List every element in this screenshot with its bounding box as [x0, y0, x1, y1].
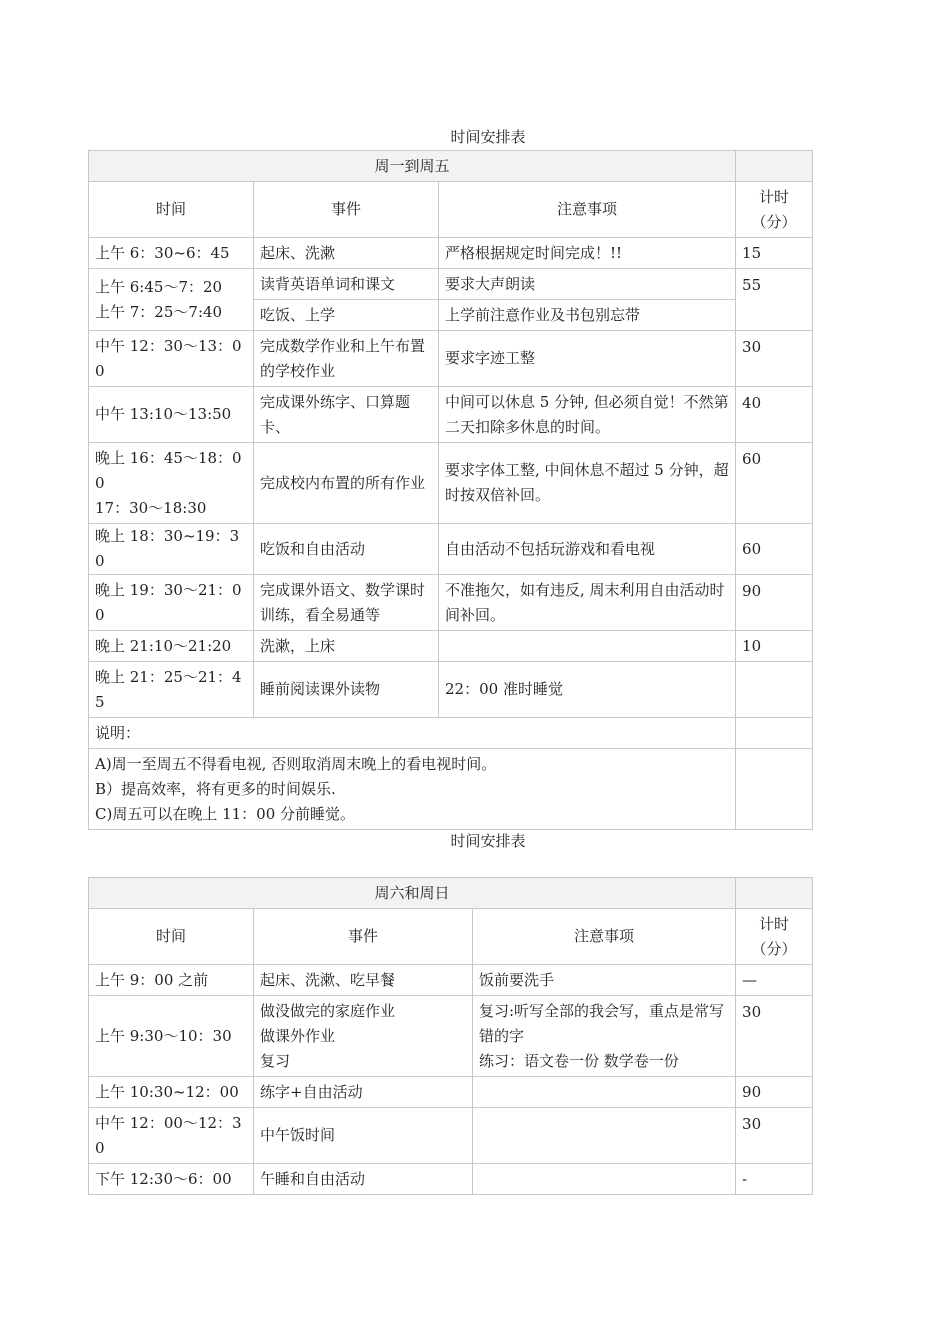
cell-note: 严格根据规定时间完成！!! [439, 238, 736, 269]
cell-time: 上午 9：00 之前 [89, 965, 254, 996]
cell-event-line: 复习 [260, 1051, 291, 1070]
table-row [89, 331, 813, 387]
cell-minutes: 40 [736, 387, 813, 443]
notes-list [89, 749, 736, 830]
column-header-minutes [736, 182, 813, 238]
cell-event: 午睡和自由活动 [254, 1164, 473, 1195]
table-header-weekdays: 周一到周五 [89, 151, 736, 182]
cell-event: 起床、洗漱 [254, 238, 439, 269]
notes-list-blank [736, 749, 813, 830]
cell-time-line: 上午 7：25～7:40 [95, 302, 223, 321]
cell-minutes: 30 [736, 996, 813, 1077]
note-item: A)周一至周五不得看电视, 否则取消周末晚上的看电视时间。 [95, 754, 497, 773]
column-header-minutes-label: 计时 [759, 914, 790, 933]
column-header-note: 注意事项 [473, 909, 736, 965]
table-header-blank [736, 878, 813, 909]
column-header-minutes-label: 计时 [759, 187, 790, 206]
table-row [89, 238, 813, 269]
cell-event: 吃饭和自由活动 [254, 524, 439, 575]
cell-time: 中午 13:10～13:50 [89, 387, 254, 443]
table-row [89, 718, 813, 749]
cell-minutes [736, 662, 813, 718]
note-item: C)周五可以在晚上 11：00 分前睡觉。 [95, 804, 356, 823]
cell-time: 晚上 21：25～21：45 [89, 662, 254, 718]
cell-time: 上午 6：30~6：45 [89, 238, 254, 269]
column-header-time: 时间 [89, 182, 254, 238]
cell-event: 洗漱，上床 [254, 631, 439, 662]
table-row [89, 575, 813, 631]
cell-time: 晚上 19：30～21：00 [89, 575, 254, 631]
table-header-weekend: 周六和周日 [89, 878, 736, 909]
cell-event: 吃饭、上学 [254, 300, 439, 331]
cell-event: 睡前阅读课外读物 [254, 662, 439, 718]
cell-minutes: 55 [736, 269, 813, 331]
cell-event: 完成课外语文、数学课时训练，看全易通等 [254, 575, 439, 631]
notes-label: 说明： [89, 718, 736, 749]
cell-minutes: 60 [736, 443, 813, 524]
column-header-event: 事件 [254, 182, 439, 238]
cell-note [473, 1108, 736, 1164]
column-header-minutes-unit: （分） [751, 212, 797, 231]
cell-note: 要求字体工整, 中间休息不超过 5 分钟，超时按双倍补回。 [439, 443, 736, 524]
cell-event: 起床、洗漱、吃早餐 [254, 965, 473, 996]
table-row [89, 662, 813, 718]
cell-note: 22：00 准时睡觉 [439, 662, 736, 718]
cell-note: 不准拖欠，如有违反, 周末利用自由活动时间补回。 [439, 575, 736, 631]
cell-time: 下午 12:30～6：00 [89, 1164, 254, 1195]
table-row [89, 443, 813, 524]
cell-note-line: 练习：语文卷一份 数学卷一份 [479, 1051, 679, 1070]
note-item: B）提高效率，将有更多的时间娱乐. [95, 779, 336, 798]
cell-time-line: 上午 6:45～7：20 [95, 277, 223, 296]
table2-title: 时间安排表 [450, 832, 526, 850]
cell-event-line: 做没做完的家庭作业 [260, 1001, 396, 1020]
column-header-note: 注意事项 [439, 182, 736, 238]
column-header-minutes [736, 909, 813, 965]
cell-time: 上午 10:30~12：00 [89, 1077, 254, 1108]
cell-minutes: 10 [736, 631, 813, 662]
schedule-table-weekend [88, 877, 813, 1195]
column-header-time: 时间 [89, 909, 254, 965]
column-header-minutes-unit: （分） [751, 939, 797, 958]
cell-time: 上午 9:30～10：30 [89, 996, 254, 1077]
cell-note-line: 复习:听写全部的我会写，重点是常写错的字 [479, 1001, 725, 1045]
cell-minutes: 90 [736, 575, 813, 631]
cell-time: 中午 12：30～13：00 [89, 331, 254, 387]
cell-minutes: 90 [736, 1077, 813, 1108]
cell-minutes: 30 [736, 1108, 813, 1164]
table-row [89, 1164, 813, 1195]
table-row [89, 387, 813, 443]
cell-note: 饭前要洗手 [473, 965, 736, 996]
table-row [89, 965, 813, 996]
cell-event: 完成课外练字、口算题卡、 [254, 387, 439, 443]
table-row [89, 524, 813, 575]
schedule-table-weekdays [88, 150, 813, 830]
cell-time: 中午 12：00～12：30 [89, 1108, 254, 1164]
cell-time: 晚上 21:10～21:20 [89, 631, 254, 662]
table-row [89, 631, 813, 662]
cell-note [473, 996, 736, 1077]
notes-label-blank [736, 718, 813, 749]
cell-note: 要求字迹工整 [439, 331, 736, 387]
cell-minutes: 15 [736, 238, 813, 269]
table-row [89, 749, 813, 830]
table1-title: 时间安排表 [450, 128, 526, 146]
table-row [89, 269, 813, 300]
cell-minutes: — [736, 965, 813, 996]
cell-event: 练字+自由活动 [254, 1077, 473, 1108]
cell-event: 完成校内布置的所有作业 [254, 443, 439, 524]
cell-note: 中间可以休息 5 分钟, 但必须自觉！不然第二天扣除多休息的时间。 [439, 387, 736, 443]
cell-note [473, 1077, 736, 1108]
cell-note [473, 1164, 736, 1195]
cell-time [89, 443, 254, 524]
cell-time: 晚上 18：30~19：30 [89, 524, 254, 575]
cell-time [89, 269, 254, 331]
table-row [89, 1108, 813, 1164]
cell-event-line: 做课外作业 [260, 1026, 336, 1045]
cell-time-line: 晚上 16：45～18：00 [95, 448, 242, 492]
cell-note: 上学前注意作业及书包别忘带 [439, 300, 736, 331]
table-row [89, 996, 813, 1077]
cell-minutes: 60 [736, 524, 813, 575]
table-header-blank [736, 151, 813, 182]
table-row [89, 1077, 813, 1108]
cell-note: 要求大声朗读 [439, 269, 736, 300]
cell-event: 中午饭时间 [254, 1108, 473, 1164]
cell-minutes: 30 [736, 331, 813, 387]
cell-event: 完成数学作业和上午布置的学校作业 [254, 331, 439, 387]
cell-minutes: - [736, 1164, 813, 1195]
cell-event [254, 996, 473, 1077]
cell-time-line: 17：30～18:30 [95, 498, 207, 517]
cell-event: 读背英语单词和课文 [254, 269, 439, 300]
column-header-event: 事件 [254, 909, 473, 965]
cell-note [439, 631, 736, 662]
cell-note: 自由活动不包括玩游戏和看电视 [439, 524, 736, 575]
